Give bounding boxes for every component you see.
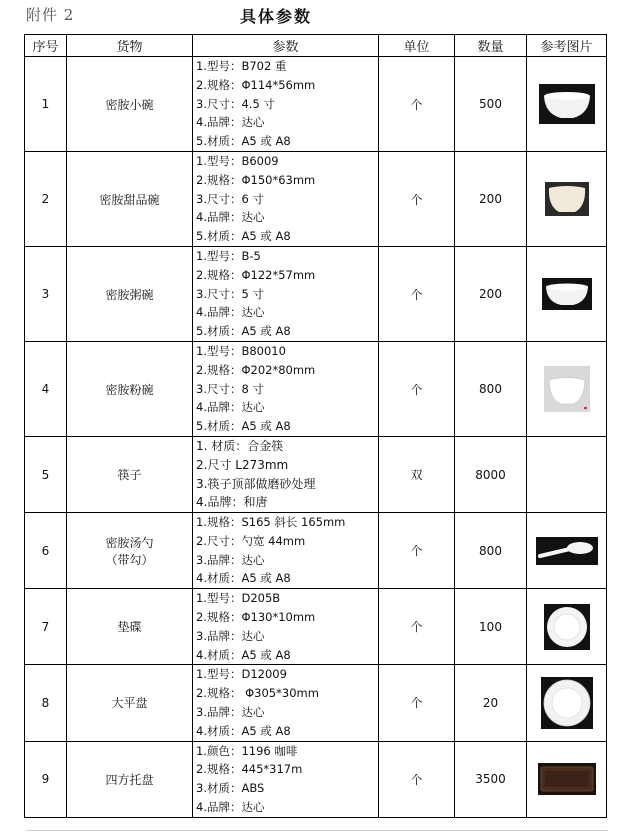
unit: 个 — [379, 665, 455, 741]
unit: 双 — [379, 437, 455, 513]
dessert-bowl-image — [545, 182, 589, 216]
param-line: 5.材质：A5 或 A8 — [196, 419, 291, 434]
unit: 个 — [379, 741, 455, 817]
params-cell — [193, 589, 379, 665]
small-bowl-image — [539, 84, 595, 124]
param-line: 2.规格：Φ122*57mm — [196, 267, 316, 282]
reference-image-cell — [527, 741, 607, 817]
param-line: 4.品牌：达心 — [196, 210, 265, 225]
goods-name: 密胺甜品碗 — [67, 152, 193, 247]
reference-image-cell — [527, 342, 607, 437]
param-line: 4.品牌：达心 — [196, 115, 265, 130]
param-line: 5.材质：A5 或 A8 — [196, 229, 291, 244]
param-line: 2.尺寸 L273mm — [196, 457, 289, 472]
annex-label: 附件 2 — [26, 6, 75, 24]
row-no: 8 — [25, 665, 67, 741]
params-cell — [193, 342, 379, 437]
param-line: 1.型号：D12009 — [196, 667, 287, 682]
param-line: 2.规格： Φ305*30mm — [196, 686, 319, 701]
param-line: 2.尺寸：勺宽 44mm — [196, 533, 306, 548]
param-line: 4.材质：A5 或 A8 — [196, 571, 291, 586]
goods-name: 筷子 — [67, 437, 193, 513]
row-no: 7 — [25, 589, 67, 665]
reference-image-cell — [527, 513, 607, 589]
unit: 个 — [379, 152, 455, 247]
param-line: 3.尺寸：8 寸 — [196, 381, 264, 396]
quantity: 500 — [455, 57, 527, 152]
table-row — [25, 57, 607, 152]
reference-image-cell — [527, 247, 607, 342]
noodle-bowl-image — [544, 366, 590, 412]
param-line: 1.型号：B-5 — [196, 249, 261, 263]
spec-table — [24, 34, 607, 818]
param-line: 3.品牌：达心 — [196, 628, 265, 643]
table-row — [25, 152, 607, 247]
goods-name: 垫碟 — [67, 589, 193, 665]
col-header-qty: 数量 — [455, 35, 527, 57]
spoon-image — [536, 537, 598, 565]
param-line: 3.尺寸：6 寸 — [196, 191, 264, 206]
row-no: 3 — [25, 247, 67, 342]
reference-image-cell — [527, 57, 607, 152]
param-line: 1.颜色：1196 咖啡 — [196, 743, 298, 758]
row-no: 1 — [25, 57, 67, 152]
quantity: 3500 — [455, 741, 527, 817]
param-line: 4.材质：A5 或 A8 — [196, 723, 291, 738]
param-line: 3.尺寸：4.5 寸 — [196, 96, 275, 111]
params-cell — [193, 665, 379, 741]
small-plate-image — [544, 604, 590, 650]
unit: 个 — [379, 589, 455, 665]
goods-name-note: （带勾） — [105, 552, 154, 567]
param-line: 1. 材质：合金筷 — [196, 439, 284, 454]
unit: 个 — [379, 247, 455, 342]
reference-image-cell — [527, 665, 607, 741]
table-row — [25, 342, 607, 437]
param-line: 5.材质：A5 或 A8 — [196, 134, 291, 149]
tray-image — [538, 763, 596, 795]
params-cell — [193, 152, 379, 247]
reference-image-cell — [527, 437, 607, 513]
quantity: 800 — [455, 513, 527, 589]
col-header-image: 参考图片 — [527, 35, 607, 57]
quantity: 8000 — [455, 437, 527, 513]
params-cell — [193, 437, 379, 513]
param-line: 3.品牌：达心 — [196, 704, 265, 719]
row-no: 5 — [25, 437, 67, 513]
goods-name: 密胺粉碗 — [67, 342, 193, 437]
document-title: 具体参数 — [240, 7, 313, 26]
goods-name: 密胺粥碗 — [67, 247, 193, 342]
col-header-unit: 单位 — [379, 35, 455, 57]
table-row — [25, 589, 607, 665]
quantity: 200 — [455, 247, 527, 342]
param-line: 2.规格：445*317m — [196, 762, 303, 777]
param-line: 2.规格：Φ114*56mm — [196, 77, 316, 92]
unit: 个 — [379, 342, 455, 437]
param-line: 4.品牌：达心 — [196, 799, 265, 814]
quantity: 800 — [455, 342, 527, 437]
param-line: 4.品牌：达心 — [196, 400, 265, 415]
param-line: 4.材质：A5 或 A8 — [196, 647, 291, 662]
param-line: 1.型号：B702 重 — [196, 59, 287, 73]
table-row — [25, 513, 607, 589]
col-header-goods: 货物 — [67, 35, 193, 57]
param-line: 2.规格：Φ150*63mm — [196, 172, 316, 187]
unit: 个 — [379, 513, 455, 589]
param-line: 1.规格：S165 斜长 165mm — [196, 515, 346, 529]
params-cell — [193, 57, 379, 152]
param-line: 1.型号：B6009 — [196, 154, 279, 168]
col-header-no: 序号 — [25, 35, 67, 57]
quantity: 20 — [455, 665, 527, 741]
param-line: 3.筷子顶部做磨砂处理 — [196, 476, 316, 491]
quantity: 100 — [455, 589, 527, 665]
param-line: 4.品牌：达心 — [196, 305, 265, 320]
table-header-row — [25, 35, 607, 57]
goods-name: 密胺汤勺 — [105, 535, 154, 550]
param-line: 5.材质：A5 或 A8 — [196, 324, 291, 339]
param-line: 1.型号：D205B — [196, 591, 281, 606]
reference-image-cell — [527, 152, 607, 247]
row-no: 4 — [25, 342, 67, 437]
table-row — [25, 247, 607, 342]
row-no: 2 — [25, 152, 67, 247]
quantity: 200 — [455, 152, 527, 247]
row-no: 9 — [25, 741, 67, 817]
col-header-params: 参数 — [193, 35, 379, 57]
param-line: 1.型号：B80010 — [196, 344, 286, 358]
table-row — [25, 741, 607, 817]
goods-name: 四方托盘 — [67, 741, 193, 817]
row-no: 6 — [25, 513, 67, 589]
unit: 个 — [379, 57, 455, 152]
large-plate-image — [541, 677, 593, 729]
param-line: 3.尺寸：5 寸 — [196, 286, 264, 301]
params-cell — [193, 513, 379, 589]
params-cell — [193, 247, 379, 342]
page-bottom-rule — [26, 830, 608, 831]
param-line: 3.材质：ABS — [196, 781, 265, 796]
goods-name: 大平盘 — [67, 665, 193, 741]
reference-image-cell — [527, 589, 607, 665]
param-line: 3.品牌：达心 — [196, 552, 265, 567]
goods-name: 密胺小碗 — [67, 57, 193, 152]
goods-name-cell — [67, 513, 193, 589]
table-row — [25, 437, 607, 513]
param-line: 4.品牌：和唐 — [196, 495, 268, 510]
table-row — [25, 665, 607, 741]
porridge-bowl-image — [542, 278, 592, 310]
param-line: 2.规格：Φ130*10mm — [196, 609, 316, 624]
param-line: 2.规格：Φ202*80mm — [196, 362, 316, 377]
params-cell — [193, 741, 379, 817]
